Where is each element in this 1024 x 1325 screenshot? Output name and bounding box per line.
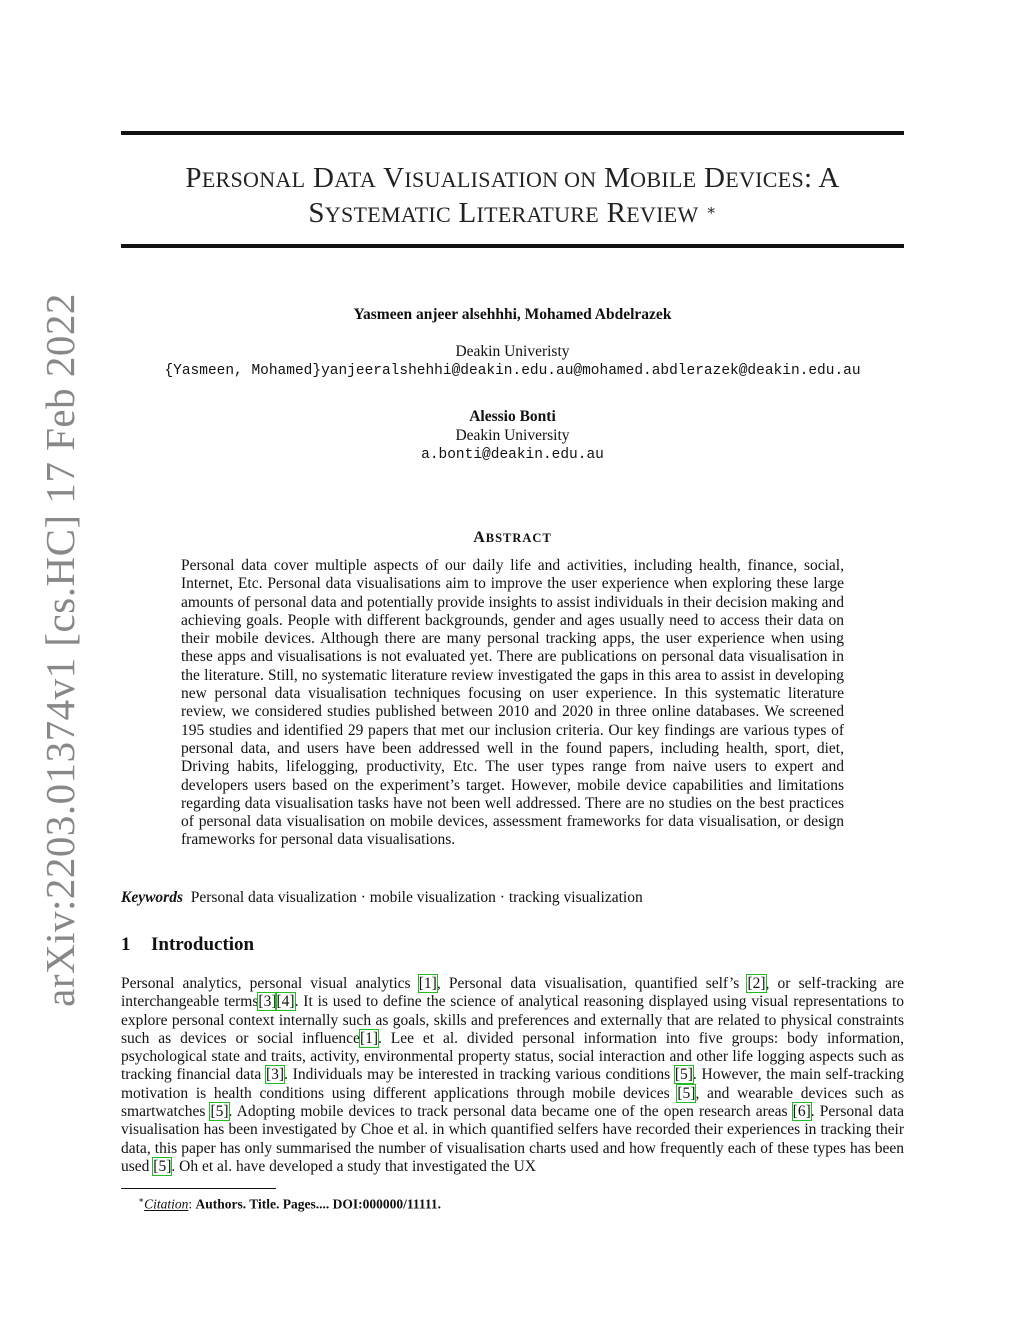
author-email-2: a.bonti@deakin.edu.au — [421, 447, 604, 463]
abstract-heading: ABSTRACT — [473, 529, 552, 546]
introduction-paragraph: Personal analytics, personal visual analytics [1], Personal data visualisation, quantified self’s [2], or self-tracking are interchangeable terms[3][4]. It is used to define the science of analytical reasoning displayed using visual representations to explore personal context internally such as goals, skills and preferences and externally that are related to physical constraints such as devices or social influence[1]. Lee et al. divided personal information into five groups: body information, psychological state and traits, activity, environmental property status, social interaction and other life logging aspects such as tracking financial data [3]. Individuals may be interested in tracking various conditions [5]. However, the main self-tracking motivation is health conditions using different applications through mobile devices [5], and wearable devices such as smartwatches [5]. Adopting mobile devices to track personal data became one of the open research areas [6]. Personal data visualisation has been investigated by Choe et al. in which quantified selfers have recorded their experiences in tracking their data, this paper has only summarised the number of visualisation charts used and how frequently each of these types has been used [5]. Oh et al. have developed a study that investigated the UX — [121, 975, 905, 1175]
paper-title-line-1: PERSONAL DATA VISUALISATION ON MOBILE DEVICES: A — [185, 162, 840, 194]
citation-link[interactable]: [2] — [747, 975, 766, 992]
citation-link[interactable]: [1] — [359, 1029, 379, 1047]
keywords-label: Keywords — [121, 889, 183, 906]
footnote-rule — [121, 1188, 276, 1189]
arxiv-watermark: arXiv:2203.01374v1 [cs.HC] 17 Feb 2022 — [37, 293, 83, 1007]
section-heading-introduction: 1 Introduction — [121, 934, 255, 955]
citation-link[interactable]: [3] — [258, 993, 277, 1011]
author-name-2: Alessio Bonti — [469, 408, 556, 425]
abstract-text: Personal data cover multiple aspects of our daily life and activities, including health, finance, social, Internet, Etc. Personal data visualisations aim to improve the user experience when exploring these large amounts of personal data and potentially provide insights to assist individuals in their decision making and achieving goals. People with different backgrounds, gender and ages usually need to access their data on their mobile devices. Although there are many personal tracking apps, the user experience when using these apps and visualisations is not evaluated yet. There are publications on personal data visualisation in the literature. Still, no systematic literature review investigated the gaps in this area to assist in developing new personal data visualisation techniques focusing on user experience. In this systematic literature review, we considered studies published between 2010 and 2020 in three online databases. We screened 195 studies and identified 29 papers that met our inclusion criteria. Our key findings are various types of personal data, and users have been addressed well in the found papers, including health, sport, diet, Driving habits, lifelogging, productivity, Etc. The user types range from naive users to expert and developers users based on the experiment’s target. However, mobile device capabilities and limitations regarding data visualisation tasks have not been well addressed. There are no studies on the best practices of personal data visualisation on mobile devices, assessment frameworks for data visualisation, or design frameworks for personal data visualisations. — [181, 557, 844, 849]
footnote: ∗Citation: Authors. Title. Pages.... DOI:000000/11111. — [138, 1195, 442, 1212]
author-affiliation-2: Deakin University — [455, 427, 570, 444]
title-top-rule — [121, 131, 904, 135]
title-bottom-rule — [121, 244, 904, 248]
title-footnote-marker: ∗ — [706, 203, 717, 219]
citation-link[interactable]: [5] — [674, 1066, 693, 1084]
paper-title-line-2: SYSTEMATIC LITERATURE REVIEW ∗ — [308, 197, 717, 229]
citation-link[interactable]: [3] — [266, 1066, 285, 1084]
citation-link[interactable]: [5] — [677, 1084, 696, 1102]
author-email-1: {Yasmeen, Mohamed}yanjeeralshehhi@deakin.edu.au@mohamed.abdlerazek@deakin.edu.au — [164, 363, 861, 379]
footnote-label: Citation — [144, 1196, 189, 1212]
citation-link[interactable]: [5] — [153, 1157, 172, 1175]
citation-link[interactable]: [1] — [418, 975, 437, 992]
footnote-text: Authors. Title. Pages.... DOI:000000/11111. — [195, 1196, 442, 1212]
citation-link[interactable]: [5] — [210, 1103, 229, 1121]
author-affiliation-1: Deakin Univeristy — [455, 343, 570, 360]
keywords-text: Personal data visualization · mobile visualization · tracking visualization — [190, 889, 643, 906]
citation-link[interactable]: [4] — [276, 993, 295, 1011]
author-names-1: Yasmeen anjeer alsehhhi, Mohamed Abdelrazek — [353, 306, 672, 323]
citation-link[interactable]: [6] — [792, 1103, 811, 1121]
keywords — [121, 888, 904, 907]
